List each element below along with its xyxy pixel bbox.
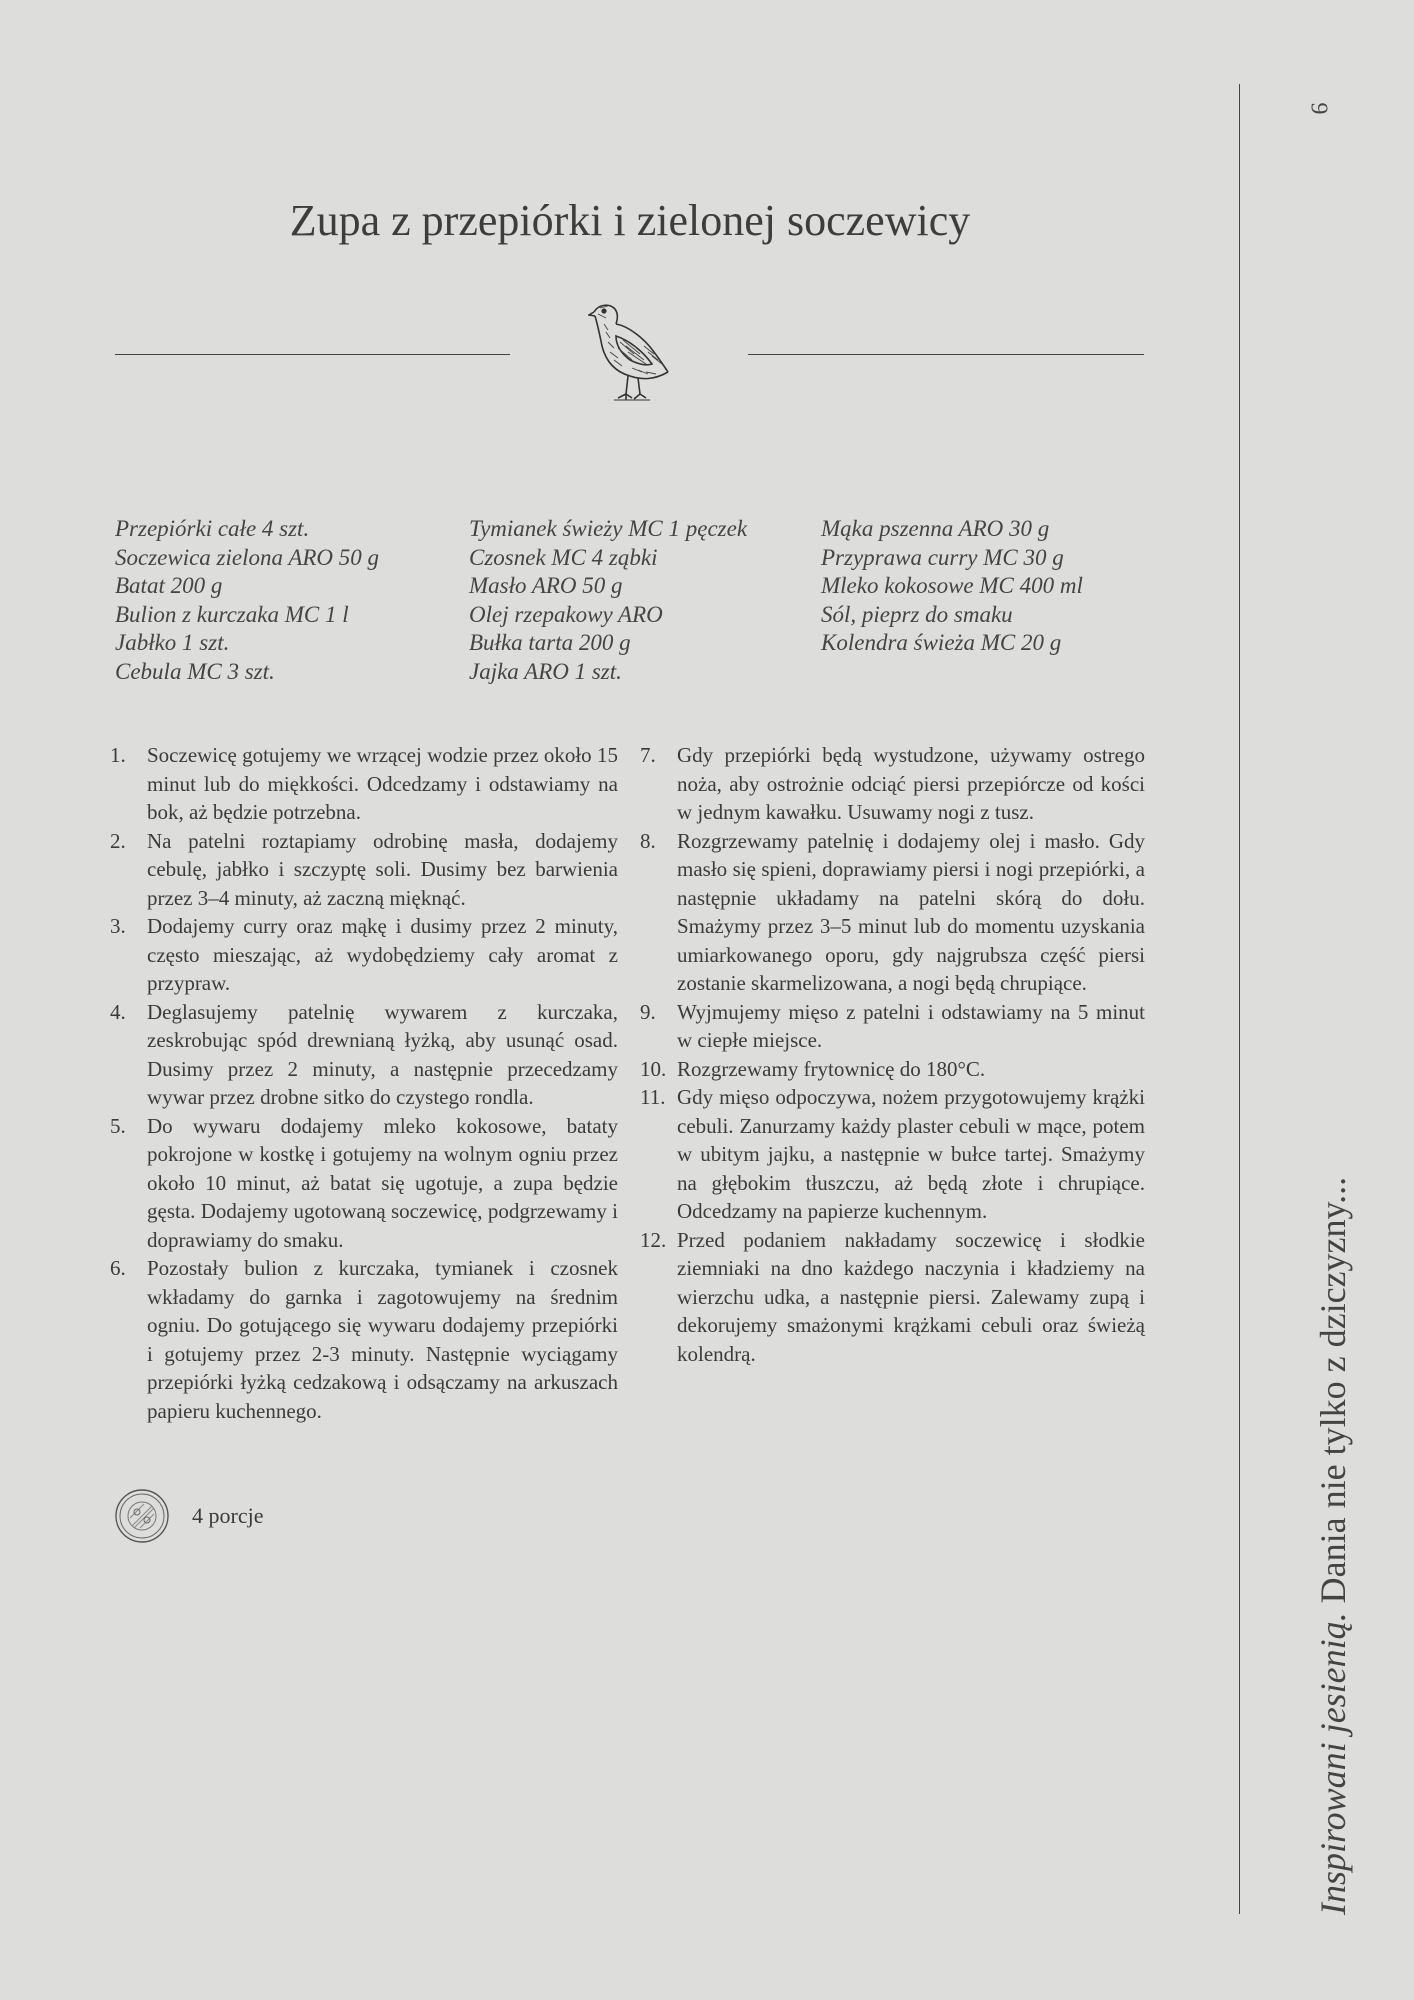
running-title-italic: Inspirowani jesienią.	[1313, 1612, 1353, 1915]
quail-illustration-icon	[588, 302, 670, 406]
ingredient: Sól, pieprz do smaku	[821, 601, 1013, 627]
step	[640, 1055, 1145, 1084]
step-text: Wyjmujemy mięso z patelni i odstawiamy na 5 minut w ciepłe miejsce.	[677, 999, 1145, 1052]
step-number: 1.	[110, 743, 126, 767]
page-number: 9	[1305, 102, 1332, 115]
step	[640, 998, 1145, 1055]
ingredient: Soczewica zielona ARO 50 g	[115, 544, 380, 570]
step-number: 9.	[640, 999, 656, 1024]
ingredient: Batat 200 g	[115, 573, 223, 598]
step-text: Na patelni roztapiamy odrobinę masła, dodajemy cebulę, jabłko i szczyptę soli. Dusimy bez barwienia przez 3–4 minuty, aż zaczną mięknąć.	[147, 828, 618, 910]
step	[110, 741, 618, 827]
running-title-regular: Dania nie tylko z dziczyzny...	[1313, 1176, 1353, 1604]
step-number: 12.	[640, 1227, 667, 1252]
portions-label: 4 porcje	[192, 1503, 264, 1528]
ingredient: Bulion z kurczaka MC 1 l	[115, 601, 349, 627]
plate-icon	[114, 1488, 170, 1544]
recipe-title: Zupa z przepiórki i zielonej soczewicy	[289, 196, 971, 245]
step	[640, 1083, 1145, 1226]
step	[110, 1254, 618, 1425]
steps-column-right	[640, 741, 1145, 1368]
step-text: Do wywaru dodajemy mleko kokosowe, bataty pokrojone w kostkę i gotujemy na wolnym ogniu przez około 10 minut, aż batat się ugotuje, a zupa będzie gęsta. Dodajemy ugotowaną soczewicę, podgrzewamy i doprawiamy do smaku.	[147, 1113, 618, 1252]
ingredients	[115, 515, 1161, 686]
step	[110, 1112, 618, 1255]
step-text: Dodajemy curry oraz mąkę i dusimy przez 2 minuty, często mieszając, aż wydobędziemy cały aromat z przypraw.	[147, 914, 618, 995]
step-text: Rozgrzewamy patelnię i dodajemy olej i masło. Gdy masło się spieni, doprawiamy piersi i nogi przepiórki, a następnie układamy na patelni skórą do dołu. Smażymy przez 3–5 minut lub do momentu uzyskania umiarkowanego oporu, gdy najgrubsza część piersi zostanie skarmelizowana, a nogi będą chrupiące.	[677, 828, 1145, 995]
ingredient: Cebula MC 3 szt.	[115, 658, 275, 684]
step-number: 4.	[110, 999, 126, 1024]
title-rule-left	[115, 354, 510, 355]
steps-column-left	[110, 741, 618, 1425]
ingredient: Masło ARO 50 g	[469, 573, 623, 598]
step-text: Gdy przepiórki będą wystudzone, używamy ostrego noża, aby ostrożnie odciąć piersi przepiórcze od kości w jednym kawałku. Usuwamy nogi z tusz.	[677, 743, 1145, 824]
step-text: Przed podaniem nakładamy soczewicę i słodkie ziemniaki na dno każdego naczynia i kładziemy na wierzchu udka, a następnie piersi. Zalewamy zupą i dekorujemy smażonymi krążkami cebuli oraz świeżą kolendrą.	[677, 1227, 1145, 1366]
ingredients-column-3	[821, 515, 1161, 686]
title-rule-right	[748, 354, 1144, 355]
step	[110, 827, 618, 913]
ingredient: Czosnek MC 4 ząbki	[469, 544, 658, 570]
step-text: Pozostały bulion z kurczaka, tymianek i czosnek wkładamy do garnka i zagotowujemy na średnim ogniu. Do gotującego się wywaru dodajemy przepiórki i gotujemy przez 2-3 minuty. Następnie wyciągamy przepiórki łyżką cedzakową i odsączamy na arkuszach papieru kuchennego.	[147, 1256, 618, 1423]
ingredient: Mleko kokosowe MC 400 ml	[821, 573, 1083, 598]
ingredient: Przyprawa curry MC 30 g	[821, 544, 1064, 570]
step-text: Soczewicę gotujemy we wrzącej wodzie przez około 15 minut lub do miękkości. Odcedzamy i odstawiamy na bok, aż będzie potrzebna.	[147, 743, 618, 824]
step-text: Rozgrzewamy frytownicę do 180°C.	[677, 1056, 986, 1081]
step	[110, 998, 618, 1112]
ingredients-column-2	[469, 515, 821, 686]
margin-rule	[1239, 84, 1240, 1914]
ingredient: Olej rzepakowy ARO	[469, 601, 663, 627]
ingredient: Tymianek świeży MC 1 pęczek	[469, 516, 748, 541]
running-title	[1312, 1177, 1354, 1915]
step-text: Deglasujemy patelnię wywarem z kurczaka, zeskrobując spód drewnianą łyżką, aby usunąć osad. Dusimy przez 2 minuty, a następnie przecedzamy wywar przez drobne sitko do czystego rondla.	[147, 999, 618, 1109]
step-number: 2.	[110, 828, 126, 853]
ingredient: Jajka ARO 1 szt.	[469, 658, 622, 684]
ingredient: Mąka pszenna ARO 30 g	[821, 516, 1050, 541]
step-number: 5.	[110, 1113, 126, 1138]
step-text: Gdy mięso odpoczywa, nożem przygotowujemy krążki cebuli. Zanurzamy każdy plaster cebuli w mące, potem w ubitym jajku, a następnie w bułce tartej. Smażymy na głębokim tłuszczu, aż będą złote i chrupiące. Odcedzamy na papierze kuchennym.	[677, 1085, 1145, 1223]
ingredient: Bułka tarta 200 g	[469, 630, 631, 655]
step-number: 7.	[640, 743, 656, 767]
ingredient: Przepiórki całe 4 szt.	[115, 516, 310, 541]
step	[110, 912, 618, 998]
step-number: 8.	[640, 828, 656, 853]
step-number: 6.	[110, 1256, 126, 1280]
ingredient: Kolendra świeża MC 20 g	[821, 630, 1062, 655]
ingredient: Jabłko 1 szt.	[115, 630, 230, 655]
step-number: 3.	[110, 914, 126, 938]
step	[640, 827, 1145, 998]
step	[640, 741, 1145, 827]
ingredients-column-1	[115, 515, 469, 686]
step-number: 10.	[640, 1056, 667, 1081]
step	[640, 1226, 1145, 1369]
portions	[114, 1488, 263, 1544]
step-number: 11.	[640, 1085, 666, 1109]
